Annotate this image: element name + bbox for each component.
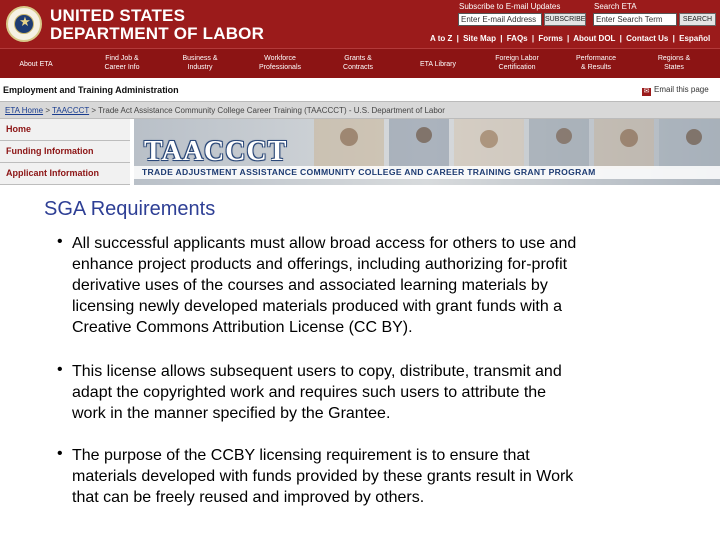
email-page-label: Email this page: [654, 85, 709, 94]
slide-title: SGA Requirements: [44, 198, 216, 220]
bullet-line: that can be freely reused and improved by others.: [72, 489, 425, 506]
link-site-map[interactable]: Site Map: [463, 34, 496, 43]
agency-name[interactable]: [50, 7, 264, 43]
program-tagline: TRADE ADJUSTMENT ASSISTANCE COMMUNITY COLLEGE AND CAREER TRAINING GRANT PROGRAM: [142, 167, 596, 177]
bullet-line: adapt the copyrighted work and requires such users to attribute the: [72, 384, 547, 401]
breadcrumb-current: Trade Act Assistance Community College Career Training (TAACCCT) - U.S. Department of Labor: [98, 106, 445, 115]
nav-eta-library[interactable]: [410, 60, 466, 69]
page-title: Employment and Training Administration: [3, 85, 179, 95]
link-espanol[interactable]: Español: [679, 34, 711, 43]
bullet-line: enhance project products and offerings, including authorizing for-profit: [72, 256, 568, 273]
nav-grants-contracts[interactable]: [332, 54, 384, 72]
nav-label: Professionals: [258, 64, 302, 71]
nav-find-job[interactable]: [94, 54, 150, 72]
separator: |: [619, 34, 622, 43]
search-button[interactable]: SEARCH: [679, 13, 716, 26]
search-label: Search ETA: [594, 2, 637, 11]
nav-about-eta[interactable]: [14, 60, 58, 69]
link-about-dol[interactable]: About DOL: [573, 34, 616, 43]
nav-label: Workforce: [264, 55, 296, 62]
bullet-line: work in the manner specified by the Grantee.: [72, 405, 391, 422]
bullet-marker: •: [57, 361, 63, 378]
nav-label: & Results: [581, 64, 611, 71]
separator: |: [531, 34, 535, 43]
link-faqs[interactable]: FAQs: [506, 34, 528, 43]
nav-regions-states[interactable]: [646, 54, 702, 72]
bullet-line: derivative uses of the courses and associated learning materials by: [72, 277, 548, 294]
nav-label: Find Job &: [105, 55, 139, 62]
bullet-marker: •: [57, 445, 63, 462]
breadcrumb-home[interactable]: ETA Home: [5, 106, 44, 115]
separator: |: [672, 34, 675, 43]
link-a-to-z[interactable]: A to Z: [430, 34, 453, 43]
nav-label: ETA Library: [419, 61, 457, 68]
search-input[interactable]: Enter Search Term: [593, 13, 677, 26]
nav-label: Industry: [187, 64, 213, 71]
subscribe-label: Subscribe to E-mail Updates: [459, 2, 561, 11]
left-nav: [0, 119, 130, 185]
dol-seal-logo[interactable]: [6, 6, 42, 42]
bullet-item-1: [72, 233, 682, 338]
bullet-line: All successful applicants must allow broad access for others to use and: [72, 235, 577, 252]
separator: |: [500, 34, 503, 43]
breadcrumb-separator: >: [91, 106, 97, 115]
main-nav: [0, 48, 720, 78]
breadcrumb-separator: >: [45, 106, 50, 115]
site-banner: [0, 0, 720, 48]
breadcrumb-trail: [5, 106, 445, 115]
bullet-line: Creative Commons Attribution License (CC BY).: [72, 319, 413, 336]
nav-label: Certification: [498, 64, 536, 71]
link-forms[interactable]: Forms: [538, 34, 563, 43]
star-icon: ★: [19, 14, 31, 29]
leftnav-funding-information[interactable]: Funding Information: [0, 141, 130, 163]
taaccct-logo: TAACCCT: [144, 136, 288, 167]
nav-business-industry[interactable]: [172, 54, 228, 72]
nav-label: States: [664, 64, 684, 71]
separator: |: [567, 34, 570, 43]
bullet-line: The purpose of the CCBY licensing requirement is to ensure that: [72, 447, 530, 464]
nav-foreign-labor[interactable]: [486, 54, 548, 72]
program-banner: [134, 119, 720, 185]
nav-workforce-professionals[interactable]: [251, 54, 309, 72]
breadcrumb: [0, 101, 720, 119]
email-icon: ✉: [643, 88, 650, 95]
subscribe-button[interactable]: SUBSCRIBE: [544, 13, 586, 26]
sub-header: [0, 79, 720, 101]
agency-line2: DEPARTMENT OF LABOR: [50, 24, 265, 43]
bullet-item-2: [72, 361, 682, 424]
seal-center: [14, 14, 34, 34]
bullet-line: materials developed with funds provided by these grants result in Work: [72, 468, 574, 485]
bullet-item-3: [72, 445, 682, 508]
leftnav-home[interactable]: Home: [0, 119, 130, 141]
nav-label: About ETA: [19, 61, 53, 68]
agency-line1: UNITED STATES: [50, 6, 186, 25]
email-input[interactable]: Enter E-mail Address: [458, 13, 542, 26]
bullet-line: licensing newly developed materials produced with grant funds with a: [72, 298, 563, 315]
nav-label: Business &: [182, 55, 218, 62]
leftnav-applicant-information[interactable]: Applicant Information: [0, 163, 130, 185]
nav-label: Foreign Labor: [495, 55, 539, 62]
nav-label: Regions &: [657, 55, 691, 62]
nav-performance-results[interactable]: [568, 54, 624, 72]
nav-label: Career Info: [104, 64, 140, 71]
nav-label: Grants &: [344, 55, 372, 62]
separator: |: [456, 34, 459, 43]
bullet-line: This license allows subsequent users to copy, distribute, transmit and: [72, 363, 562, 380]
link-contact-us[interactable]: Contact Us: [626, 34, 669, 43]
bullet-marker: •: [57, 233, 63, 250]
nav-label: Performance: [575, 55, 617, 62]
utility-links: [430, 34, 712, 43]
nav-label: Contracts: [343, 64, 373, 71]
email-page-link[interactable]: [642, 85, 709, 96]
breadcrumb-taaccct[interactable]: TAACCCT: [52, 106, 90, 115]
